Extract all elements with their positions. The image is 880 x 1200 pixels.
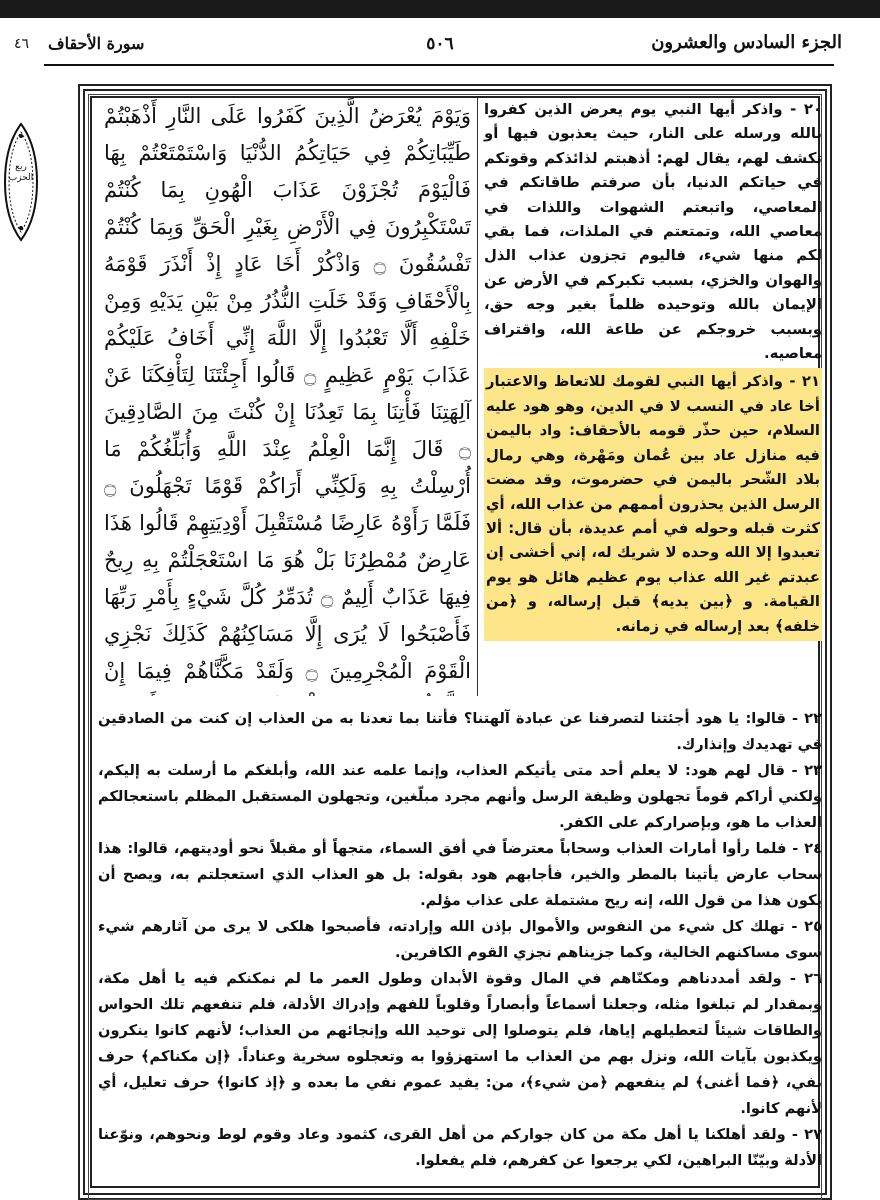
surah-title: سورة الأحقاف — [48, 34, 145, 53]
tafsir-verse-26: ٢٦ - ولقد أمددناهم ومكنّاهم في المال وقوة الأبدان وطول العمر ما لم نمكنكم فيه يا أهل مكة، وبمقدار لم تبلغوا مثله، وجعلنا أسماعاً وأبصاراً وقلوباً للفهم وإدراك الأدلة، فلم تنفعهم تلك الحواس والطاقات شيئاً لتعطيلهم إياها، فلم يتوصلوا إلى توحيد الله وإنجائهم من العذاب؛ لأنهم كانوا ينكرون ويكذبون بآيات الله، ونزل بهم من العذاب ما استهزؤوا به وتعجلوه سخرية وعناداً. ﴿إن مكناكم﴾ حرف نفي، ﴿فما أغنى﴾ لم ينفعهم ﴿من شيء﴾، من: يفيد عموم نفي ما بعده و ﴿إذ كانوا﴾ حرف تعليل، أي لأنهم كانوا. — [98, 970, 822, 1117]
rub-hizb-label: ربع الحزب — [8, 162, 34, 183]
tafsir-verse-27: ٢٧ - ولقد أهلكنا يا أهل مكة من كان جواركم من أهل القرى، كثمود وعاد وقوم لوط ونحوهم، ونوّعنا الأدلة وبيّنّا البراهين، لكي يرجعوا عن كفرهم، فلم يفعلوا. — [98, 1126, 822, 1169]
tafsir-verse-25: ٢٥ - تهلك كل شيء من النفوس والأموال بإذن الله وإرادته، فأصبحوا هلكى لا يرى من آثارهم شيء سوى مساكنهم الخالية، وكما جزيناهم نجزي القوم الكافرين. — [98, 918, 822, 961]
tafsir-bottom-block — [98, 706, 822, 1174]
tafsir-verse-21-highlighted: ٢١ - واذكر أيها النبي لقومك للاتعاظ والاعتبار أخا عاد في النسب لا في الدين، وهو هود عليه السلام، حين حذّر قومه بالأحقاف: واد باليمن فيه منازل عاد بين عُمان ومَهْرة، وهي رمال بلاد الشّحر باليمن في حضرموت، وقد مضت الرسل الذين يحذرون أممهم من عذاب الله، أي كثرت قبله وحوله في أمم عديدة، بأن قال: ألا تعبدوا إلا الله وحده لا شريك له، إني أخشى إن عبدتم غير الله عذاب يوم عظيم هائل هو يوم القيامة. و ﴿بين يديه﴾ قبل إرساله، و ﴿من خلفه﴾ بعد إرساله في زمانه. — [484, 368, 822, 640]
tafsir-verse-22: ٢٢ - قالوا: يا هود أجئتنا لتصرفنا عن عبادة آلهتنا؟ فأتنا بما تعدنا به من العذاب إن كنت من الصادقين في تهديدك وإنذارك. — [98, 710, 822, 753]
tafsir-verse-24: ٢٤ - فلما رأوا أمارات العذاب وسحاباً معترضاً في أفق السماء، متجهاً أو مقبلاً نحو أوديتهم، قالوا: هذا سحاب عارض يأتينا بالمطر والخير، فأجابهم هود بقوله: بل هو العذاب الذي استعجلتم به، ويصح أن يكون هذا من قول الله، إنه ريح مشتملة على عذاب مؤلم. — [98, 840, 822, 909]
header-rule — [44, 64, 834, 66]
tafsir-verse-23: ٢٣ - قال لهم هود: لا يعلم أحد متى يأتيكم العذاب، وإنما علمه عند الله، وأبلغكم ما أرسلت به إليكم، ولكني أراكم قوماً تجهلون وظيفة الرسل وأنهم مجرد مبلّغين، وتجهلون المستقبل المظلم باستعجالكم العذاب ما هو، وبإصراركم على الكفر. — [98, 762, 822, 831]
quran-text-block: وَيَوْمَ يُعْرَضُ الَّذِينَ كَفَرُوا عَلَى النَّارِ أَذْهَبْتُمْ طَيِّبَاتِكُمْ فِي حَيَاتِكُمُ الدُّنْيَا وَاسْتَمْتَعْتُمْ بِهَا فَالْيَوْمَ تُجْزَوْنَ عَذَابَ الْهُونِ بِمَا كُنْتُمْ تَسْتَكْبِرُونَ فِي الْأَرْضِ بِغَيْرِ الْحَقِّ وَبِمَا كُنْتُمْ تَفْسُقُونَ ۝ وَاذْكُرْ أَخَا عَادٍ إِذْ أَنْذَرَ قَوْمَهُ بِالْأَحْقَافِ وَقَدْ خَلَتِ النُّذُرُ مِنْ بَيْنِ يَدَيْهِ وَمِنْ خَلْفِهِ أَلَّا تَعْبُدُوا إِلَّا اللَّهَ إِنِّي أَخَافُ عَلَيْكُمْ عَذَابَ يَوْمٍ عَظِيمٍ ۝ قَالُوا أَجِئْتَنَا لِتَأْفِكَنَا عَنْ آلِهَتِنَا فَأْتِنَا بِمَا تَعِدُنَا إِنْ كُنْتَ مِنَ الصَّادِقِينَ ۝ قَالَ إِنَّمَا الْعِلْمُ عِنْدَ اللَّهِ وَأُبَلِّغُكُمْ مَا أُرْسِلْتُ بِهِ وَلَكِنِّي أَرَاكُمْ قَوْمًا تَجْهَلُونَ ۝ فَلَمَّا رَأَوْهُ عَارِضًا مُسْتَقْبِلَ أَوْدِيَتِهِمْ قَالُوا هَذَا عَارِضٌ مُمْطِرُنَا بَلْ هُوَ مَا اسْتَعْجَلْتُمْ بِهِ رِيحٌ فِيهَا عَذَابٌ أَلِيمٌ ۝ تُدَمِّرُ كُلَّ شَيْءٍ بِأَمْرِ رَبِّهَا فَأَصْبَحُوا لَا يُرَى إِلَّا مَسَاكِنُهُمْ كَذَلِكَ نَجْزِي الْقَوْمَ الْمُجْرِمِينَ ۝ وَلَقَدْ مَكَّنَّاهُمْ فِيمَا إِنْ — [98, 98, 478, 696]
page-number: ٥٠٦ — [426, 34, 454, 54]
juz-title: الجزء السادس والعشرون — [651, 32, 842, 53]
tafsir-verse-20: ٢٠ - واذكر أيها النبي يوم يعرض الذين كفروا بالله ورسله على النار، حيث يعذبون فيها أو تكشف لهم، يقال لهم: أذهبتم لذائذكم وقوتكم في حياتكم الدنيا، بأن صرفتم طاقاتكم في المعاصي، واتبعتم الشهوات واللذات في معاصي الله، وتمتعتم في الملذات، فما بقي لكم منها شيء، فاليوم تجزون عذاب الذل والهوان والخزي، بسبب تكبركم في الأرض عن الإيمان بالله وتوحيده ظلماً بغير وجه حق، وبسبب خروجكم عن طاعة الله، واقتراف معاصيه. — [484, 101, 822, 363]
page-header — [0, 26, 880, 66]
tafsir-column — [484, 98, 822, 641]
surah-number: ٤٦ — [14, 36, 30, 52]
top-black-bar — [0, 0, 880, 18]
